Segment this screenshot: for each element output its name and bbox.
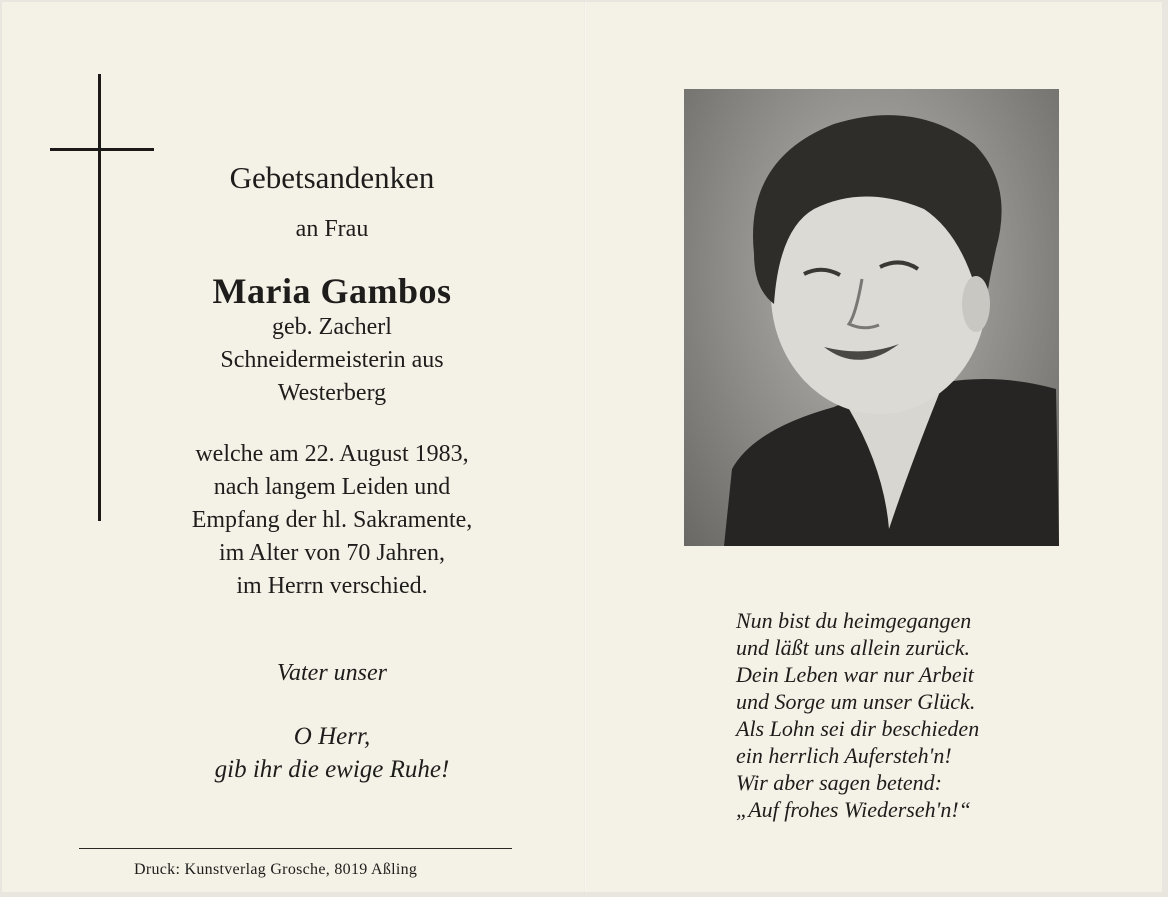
poem-line: Nun bist du heimgegangen (736, 608, 972, 633)
occupation: Schneidermeisterin aus (220, 347, 444, 373)
portrait-photo (684, 89, 1059, 546)
card-fold (584, 2, 586, 892)
poem (736, 607, 979, 823)
vater-unser: Vater unser (277, 660, 387, 686)
poem-line: ein herrlich Aufersteh'n! (736, 743, 952, 768)
obituary-line: im Alter von 70 Jahren, (219, 540, 445, 566)
poem-line: „Auf frohes Wiederseh'n!“ (736, 797, 971, 822)
deceased-name: Maria Gambos (212, 271, 452, 311)
obituary-line: im Herrn verschied. (236, 573, 428, 599)
salutation: an Frau (295, 216, 369, 242)
obituary-text (82, 438, 582, 603)
prayer (82, 720, 582, 786)
poem-line: Wir aber sagen betend: (736, 770, 942, 795)
memorial-card (2, 2, 1162, 892)
card-title: Gebetsandenken (229, 160, 435, 195)
prayer-line: O Herr, (293, 723, 371, 750)
divider (79, 848, 512, 849)
maiden-name: geb. Zacherl (272, 314, 392, 340)
poem-line: Als Lohn sei dir beschieden (736, 716, 980, 741)
obituary-line: Empfang der hl. Sakramente, (191, 507, 473, 533)
cross-icon-horizontal (50, 148, 154, 151)
poem-line: und Sorge um unser Glück. (736, 689, 976, 714)
hometown: Westerberg (277, 380, 387, 406)
prayer-line: gib ihr die ewige Ruhe! (214, 756, 450, 783)
poem-line: Dein Leben war nur Arbeit (736, 662, 974, 687)
obituary-line: welche am 22. August 1983, (195, 441, 469, 467)
printer-credit: Druck: Kunstverlag Grosche, 8019 Aßling (134, 861, 418, 878)
obituary-line: nach langem Leiden und (213, 474, 451, 500)
poem-line: und läßt uns allein zurück. (736, 635, 971, 660)
